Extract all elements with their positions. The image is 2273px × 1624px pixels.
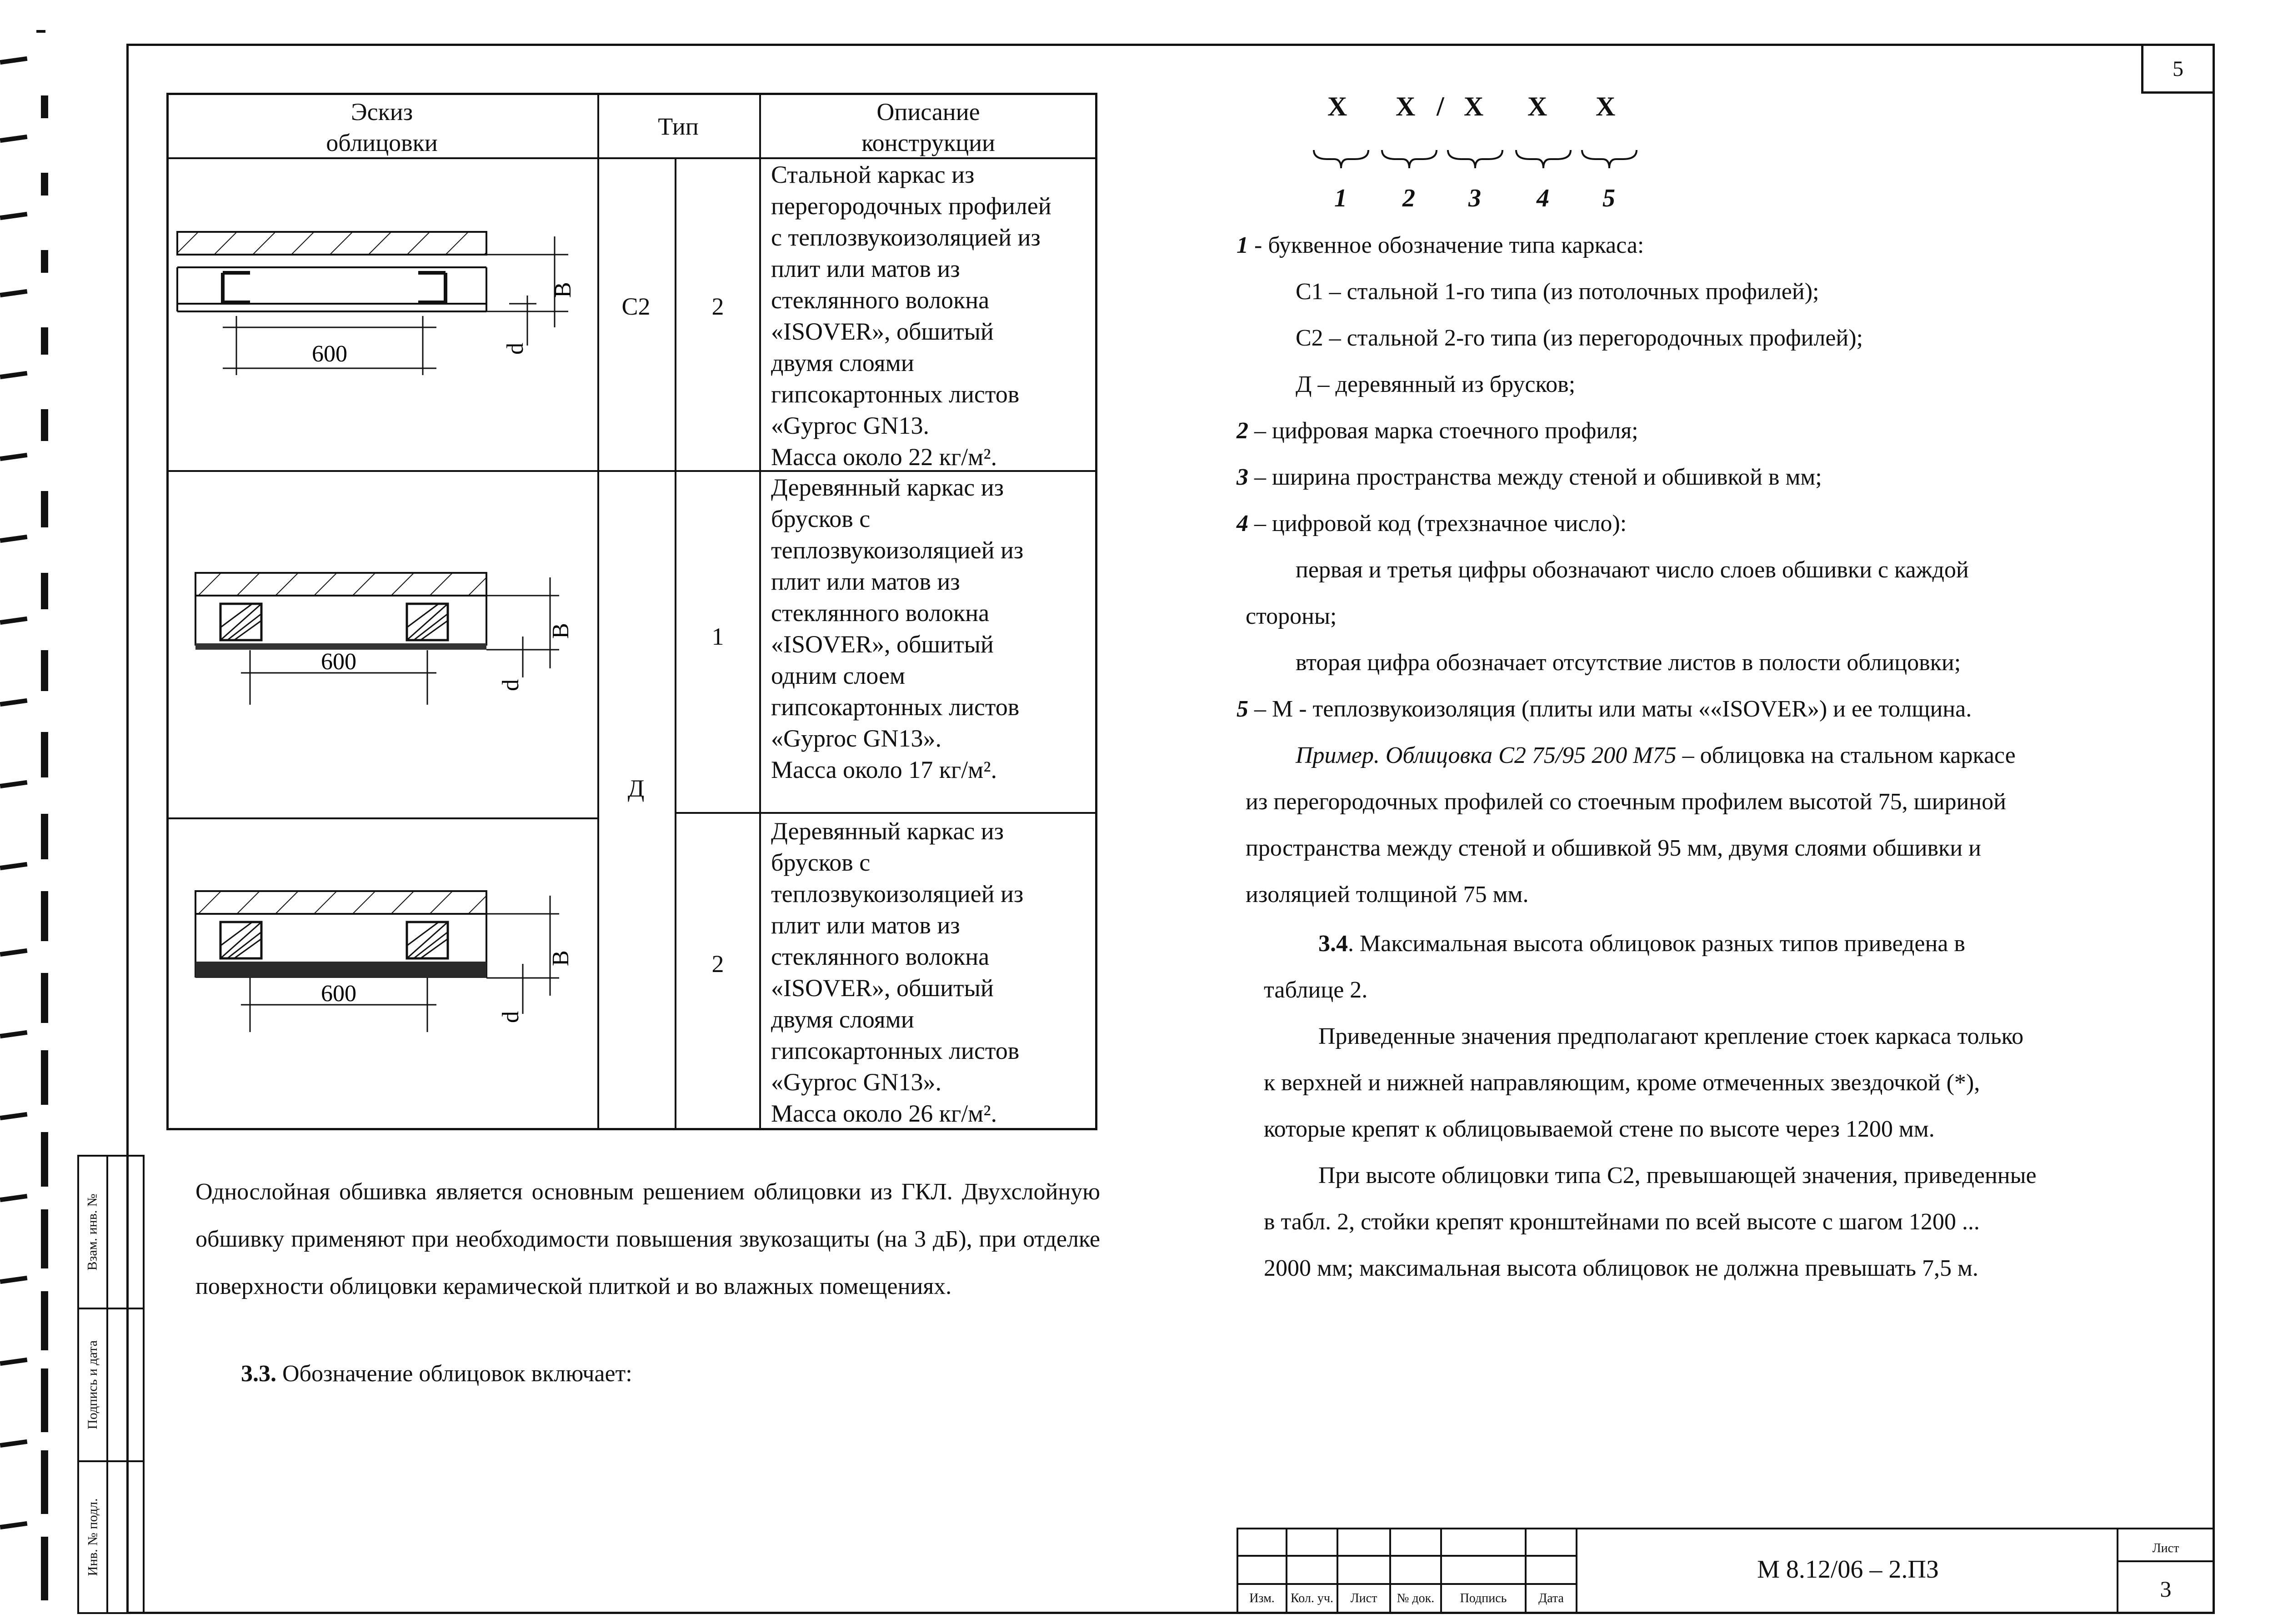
header-sketch: Эскиз облицовки — [326, 98, 438, 156]
sketch3-dim: 600 — [321, 981, 356, 1007]
stamp-vzam: Взам. инв. № — [85, 1193, 100, 1271]
row1-description: Стальной каркас из перегородочных профилей с теплозвукоизоляцией из плит или матов из стеклянного волокна «ISOVER», обшитый двумя слоями гипсокартонных листов «Gyproc GN13. Масса около 22 кг/м². — [771, 161, 1051, 471]
legend-4: 4 – цифровой код (трехзначное число): — [1237, 511, 1627, 536]
left-paragraph-1: Однослойная обшивка является основным решением облицовки из ГКЛ. Двухслойную обшивку применяют при необходимости повышения звукозащиты (на 3 дБ), при отделке поверхности облицовки керамической плиткой и во влажных помещениях. — [195, 1179, 1100, 1299]
row2-type-num: 1 — [711, 623, 724, 650]
code-braces — [1309, 145, 1655, 173]
example-line-3: пространства между стеной и обшивкой 95 мм, двумя слоями обшивки и — [1246, 835, 1981, 861]
para-b-2: в табл. 2, стойки крепят кронштейнами по всей высоте с шагом 1200 ... — [1264, 1209, 1980, 1235]
stamp-podp: Подпись и дата — [85, 1340, 100, 1429]
tb-kol: Кол. уч. — [1291, 1591, 1333, 1605]
sheet-number-top: 5 — [2141, 44, 2215, 94]
section-34-b: таблице 2. — [1264, 977, 1368, 1003]
legend-3: 3 – ширина пространства между стеной и обшивкой в мм; — [1237, 464, 1822, 490]
sheet-number-bottom: 3 — [2160, 1576, 2172, 1602]
legend-2: 2 – цифровая марка стоечного профиля; — [1237, 418, 1638, 444]
legend-1-d: Д – деревянный из брусков; — [1296, 371, 1576, 397]
legend-1: 1 - буквенное обозначение типа каркаса: — [1237, 232, 1644, 258]
sketch-steel-frame — [173, 218, 596, 391]
legend-1-c2: С2 – стальной 2-го типа (из перегородочных профилей); — [1296, 325, 1863, 351]
section-34: 3.4. Максимальная высота облицовок разных типов приведена в — [1318, 931, 1965, 957]
example-line-1: Пример. Облицовка С2 75/95 200 М75 – облицовка на стальном каркасе — [1296, 742, 2016, 768]
stamp-inv: Инв. № подл. — [85, 1498, 100, 1576]
para-b-1: При высоте облицовки типа С2, превышающей значения, приведенные — [1318, 1163, 2037, 1188]
legend-4-c: вторая цифра обозначает отсутствие листов в полости облицовки; — [1296, 650, 1961, 676]
sketch3-b: В — [548, 950, 574, 966]
row2-type-letter: Д — [627, 775, 645, 802]
example-line-4: изоляцией толщиной 75 мм. — [1246, 882, 1529, 907]
tb-sheet-label: Лист — [2152, 1541, 2179, 1555]
doc-code: М 8.12/06 – 2.ПЗ — [1757, 1555, 1939, 1584]
side-stamp — [77, 1155, 145, 1614]
sketch-wood-frame-1 — [191, 564, 596, 737]
legend-4-a: первая и третья цифры обозначают число слоев обшивки с каждой — [1296, 557, 1969, 583]
row3-type-num: 2 — [711, 950, 724, 977]
row2-description: Деревянный каркас из брусков с теплозвукоизоляцией из плит или матов из стеклянного волокна «ISOVER», обшитый одним слоем гипсокартонных листов «Gyproc GN13». Масса около 17 кг/м². — [771, 474, 1024, 783]
row3-description: Деревянный каркас из брусков с теплозвукоизоляцией из плит или матов из стеклянного волокна «ISOVER», обшитый двумя слоями гипсокартонных листов «Gyproc GN13». Масса около 26 кг/м². — [771, 817, 1024, 1127]
example-line-2: из перегородочных профилей со стоечным профилем высотой 75, шириной — [1246, 789, 2006, 815]
header-description: Описание конструкции — [861, 98, 995, 156]
left-section-33: 3.3. Обозначение облицовок включает: — [241, 1361, 632, 1387]
sketch1-b: В — [550, 282, 576, 298]
tb-izm: Изм. — [1249, 1591, 1275, 1605]
para-a-3: которые крепят к облицовываемой стене по высоте через 1200 мм. — [1264, 1116, 1935, 1142]
sketch1-d: d — [502, 343, 528, 355]
sketch2-dim: 600 — [321, 649, 356, 675]
sketch1-dim: 600 — [312, 341, 347, 367]
sketch2-d: d — [498, 679, 524, 691]
sketch3-d: d — [498, 1011, 524, 1023]
legend-4-b: стороны; — [1246, 603, 1337, 629]
header-type: Тип — [658, 113, 699, 140]
row1-type-letter: С2 — [621, 293, 651, 320]
para-a-1: Приведенные значения предполагают крепление стоек каркаса только — [1318, 1023, 2024, 1049]
sketch-wood-frame-2 — [191, 882, 596, 1064]
row1-type-num: 2 — [711, 293, 724, 320]
tb-ndok: № док. — [1397, 1591, 1435, 1605]
legend-1-c1: С1 – стальной 1-го типа (из потолочных профилей); — [1296, 279, 1819, 305]
para-a-2: к верхней и нижней направляющим, кроме отмеченных звездочкой (*), — [1264, 1070, 1980, 1096]
para-b-3: 2000 мм; максимальная высота облицовок не должна превышать 7,5 м. — [1264, 1255, 1978, 1281]
tb-data: Дата — [1538, 1591, 1564, 1605]
legend-5: 5 – М - теплозвукоизоляция (плиты или маты ««ISOVER») и ее толщина. — [1237, 696, 1972, 722]
tb-podpis: Подпись — [1460, 1591, 1507, 1605]
tb-list: Лист — [1350, 1591, 1377, 1605]
sketch2-b: В — [548, 623, 574, 639]
